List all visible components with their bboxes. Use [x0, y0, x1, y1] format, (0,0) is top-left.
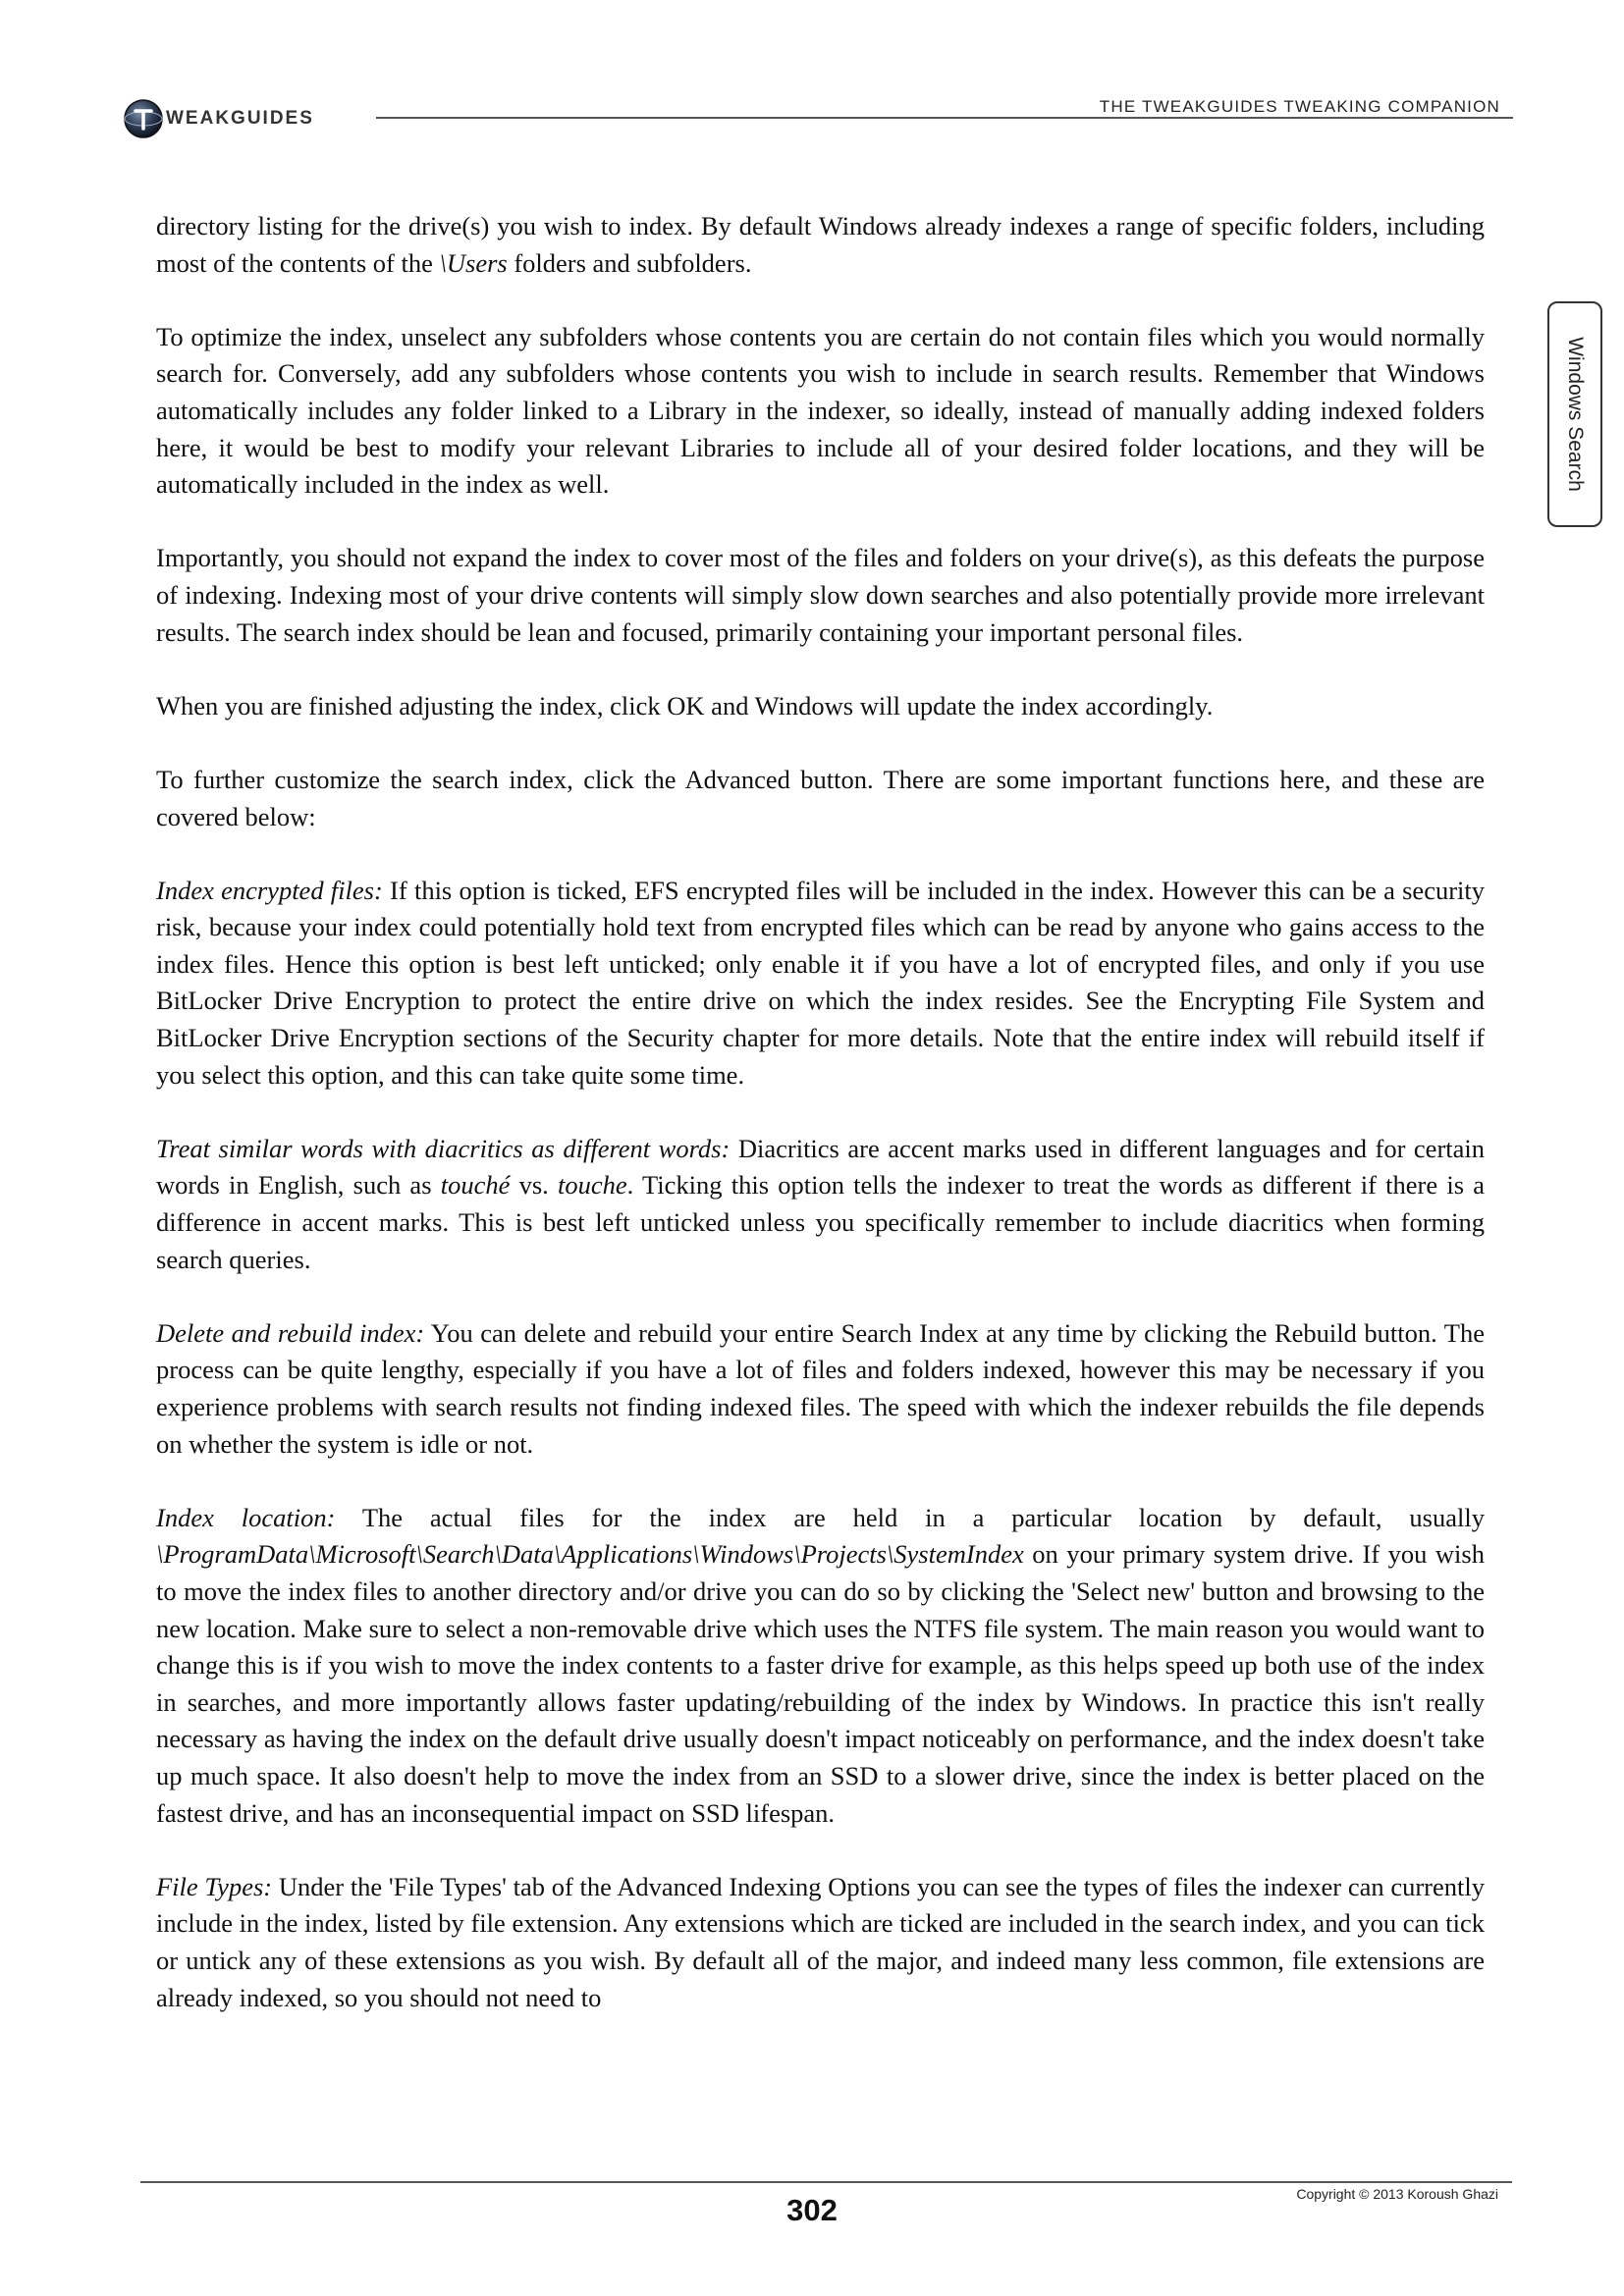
option-label: Index encrypted files:	[156, 875, 383, 905]
paragraph-file-types: File Types: Under the 'File Types' tab of the Advanced Indexing Options you can see the types of files the indexer can currently include in the index, listed by file extension. Any extensions which are ticked are included in the search index, and you can tick or untick any of these extensions as you wish. By default all of the major, and indeed many less common, file extensions are already indexed, so you should not need to	[156, 1871, 1485, 2012]
paragraph-diacritics: Treat similar words with diacritics as different words: Diacritics are accent marks used in different languages and for certain words in English, such as touché vs. touche. Ticking this option tells the indexer to treat the words as different if there is a difference in accent marks. This is best left unticked unless you specifically remember to include diacritics when forming search queries.	[156, 1133, 1486, 1274]
paragraph-index-encrypted-files: Index encrypted files: If this option is ticked, EFS encrypted files will be included in the index. However this can be a security risk, because your index could potentially hold text from encrypted files which can be read by anyone who gains access to the index files. Hence this option is best left unticked; only enable it if you have a lot of encrypted files, and only if you use BitLocker Drive Encryption to protect the entire drive on which the index resides. See the Encrypting File System and BitLocker Drive Encryption sections of the Security chapter for more details. Note that the entire index will rebuild itself if you select this option, and this can take quite some time.	[156, 875, 1486, 1090]
paragraph-5: To further customize the search index, click the Advanced button. There are some important functions here, and these are covered below:	[156, 764, 1485, 831]
paragraph-index-location: Index location: The actual files for the index are held in a particular location by default, usually \ProgramData\Microsoft\Search\Data\Applications\Windows\Projects\SystemIndex on your primary system drive. If you wish to move the index files to another directory and/or drive you can do so by clicking the 'Select new' button and browsing to the new location. Make sure to select a non-removable drive which uses the NTFS file system. The main reason you would want to change this is if you wish to move the index contents to a faster drive for example, as this helps speed up both use of the index in searches, and more importantly allows faster updating/rebuilding of the index by Windows. In practice this isn't really necessary as having the index on the default drive usually doesn't impact noticeably on performance, and the index doesn't take up much space. It also doesn't help to move the index from an SSD to a slower drive, since the index is better placed on the fastest drive, and has an inconsequential impact on SSD lifespan.	[156, 1502, 1485, 1828]
globe-logo-icon	[123, 98, 164, 139]
section-side-tab	[1547, 301, 1602, 527]
header-title: THE TWEAKGUIDES TWEAKING COMPANION	[1099, 97, 1500, 116]
copyright-notice: Copyright © 2013 Koroush Ghazi	[1296, 2186, 1498, 2202]
users-path: \Users	[439, 247, 508, 278]
system-index-path: \ProgramData\Microsoft\Search\Data\Applications\Windows\Projects\SystemIndex	[156, 1539, 1024, 1570]
option-label: Delete and rebuild index:	[156, 1317, 425, 1348]
footer-divider	[140, 2181, 1512, 2183]
section-side-tab-label: Windows Search	[1564, 337, 1587, 492]
tweakguides-logo	[123, 95, 314, 142]
paragraph-4: When you are finished adjusting the index, click OK and Windows will update the index accordingly.	[156, 690, 1214, 721]
option-label: Treat similar words with diacritics as different words:	[156, 1133, 731, 1163]
paragraph-3: Importantly, you should not expand the index to cover most of the files and folders on your drive(s), as this defeats the purpose of indexing. Indexing most of your drive contents will simply slow down searches and also potentially provide more irrelevant results. The search index should be lean and focused, primarily containing your important personal files.	[156, 543, 1485, 647]
option-label: Index location:	[156, 1502, 336, 1532]
paragraph-1: directory listing for the drive(s) you wish to index. By default Windows already indexes a range of specific folders, including most of the contents of the \Users folders and subfolders.	[156, 211, 1485, 278]
page-number: 302	[786, 2193, 838, 2227]
header-divider	[376, 117, 1513, 119]
body-text	[156, 208, 1485, 2054]
option-label: File Types:	[156, 1871, 273, 1901]
paragraph-delete-rebuild: Delete and rebuild index: You can delete and rebuild your entire Search Index at any time by clicking the Rebuild button. The process can be quite lengthy, especially if you have a lot of files and folders indexed, however this may be necessary if you experience problems with search results not finding indexed files. The speed with which the indexer rebuilds the file depends on whether the system is idle or not.	[156, 1317, 1485, 1459]
logo-text: WEAKGUIDES	[166, 108, 314, 129]
paragraph-2: To optimize the index, unselect any subfolders whose contents you are certain do not contain files which you would normally search for. Conversely, add any subfolders whose contents you wish to include in search results. Remember that Windows automatically includes any folder linked to a Library in the indexer, so ideally, instead of manually adding indexed folders here, it would be best to modify your relevant Libraries to include all of your desired folder locations, and they will be automatically included in the index as well.	[156, 321, 1485, 500]
